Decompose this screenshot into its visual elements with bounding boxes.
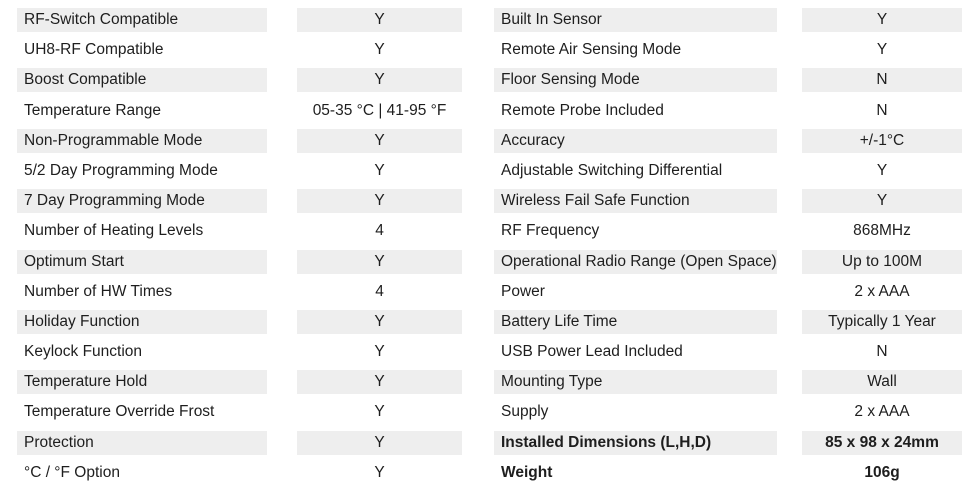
spec-label: Temperature Override Frost — [24, 403, 215, 421]
spec-label: °C / °F Option — [24, 463, 120, 481]
spec-label: Accuracy — [494, 129, 777, 153]
spec-label: Operational Radio Range (Open Space) — [494, 250, 777, 274]
spec-label: Non-Programmable Mode — [17, 129, 267, 153]
spec-value: Y — [876, 41, 888, 59]
spec-label: Installed Dimensions (L,H,D) — [494, 431, 777, 455]
spec-label: Boost Compatible — [17, 68, 267, 92]
spec-label: UH8-RF Compatible — [24, 41, 164, 59]
spec-label: RF-Switch Compatible — [17, 8, 267, 32]
spec-value: Typically 1 Year — [802, 310, 962, 334]
spec-value: 85 x 98 x 24mm — [802, 431, 962, 455]
spec-value: N — [876, 343, 888, 361]
spec-label: Floor Sensing Mode — [494, 68, 777, 92]
spec-value: Y — [802, 8, 962, 32]
spec-label: 7 Day Programming Mode — [17, 189, 267, 213]
spec-label: Keylock Function — [24, 343, 143, 361]
spec-value: Y — [374, 463, 385, 481]
spec-value: 05-35 °C | 41-95 °F — [312, 101, 447, 119]
spec-label: Battery Life Time — [494, 310, 777, 334]
spec-value: N — [802, 68, 962, 92]
spec-label: Number of Heating Levels — [24, 222, 204, 240]
spec-label: Mounting Type — [494, 370, 777, 394]
spec-label: Holiday Function — [17, 310, 267, 334]
spec-label: Supply — [501, 403, 549, 421]
spec-value: 4 — [375, 222, 384, 240]
spec-value: Y — [297, 129, 462, 153]
spec-value: Y — [297, 250, 462, 274]
spec-label: Adjustable Switching Differential — [501, 161, 723, 179]
spec-value: Y — [297, 189, 462, 213]
spec-value: 106g — [864, 463, 900, 481]
spec-label: Wireless Fail Safe Function — [494, 189, 777, 213]
spec-label: Temperature Hold — [17, 370, 267, 394]
spec-value: Y — [802, 189, 962, 213]
spec-value: Up to 100M — [802, 250, 962, 274]
spec-value: Y — [297, 370, 462, 394]
spec-label: Built In Sensor — [494, 8, 777, 32]
spec-value: Y — [297, 310, 462, 334]
spec-value: N — [876, 101, 888, 119]
spec-label: Optimum Start — [17, 250, 267, 274]
spec-value: 2 x AAA — [854, 403, 910, 421]
spec-label: Power — [501, 282, 545, 300]
spec-value: 868MHz — [853, 222, 911, 240]
spec-value: 4 — [375, 282, 384, 300]
spec-value: Y — [297, 431, 462, 455]
spec-value: Y — [876, 161, 888, 179]
spec-value: Y — [374, 161, 385, 179]
spec-value: Y — [374, 403, 385, 421]
spec-value: Y — [374, 41, 385, 59]
spec-label: USB Power Lead Included — [501, 343, 683, 361]
spec-value: Y — [297, 8, 462, 32]
spec-label: Number of HW Times — [24, 282, 173, 300]
spec-label: Weight — [501, 463, 553, 481]
spec-label: RF Frequency — [501, 222, 600, 240]
spec-value: Y — [374, 343, 385, 361]
spec-label: 5/2 Day Programming Mode — [24, 161, 218, 179]
spec-label: Remote Probe Included — [501, 101, 664, 119]
spec-value: +/-1°C — [802, 129, 962, 153]
spec-label: Remote Air Sensing Mode — [501, 41, 682, 59]
spec-label: Protection — [17, 431, 267, 455]
spec-value: Wall — [802, 370, 962, 394]
spec-label: Temperature Range — [24, 101, 161, 119]
spec-value: Y — [297, 68, 462, 92]
spec-value: 2 x AAA — [854, 282, 910, 300]
